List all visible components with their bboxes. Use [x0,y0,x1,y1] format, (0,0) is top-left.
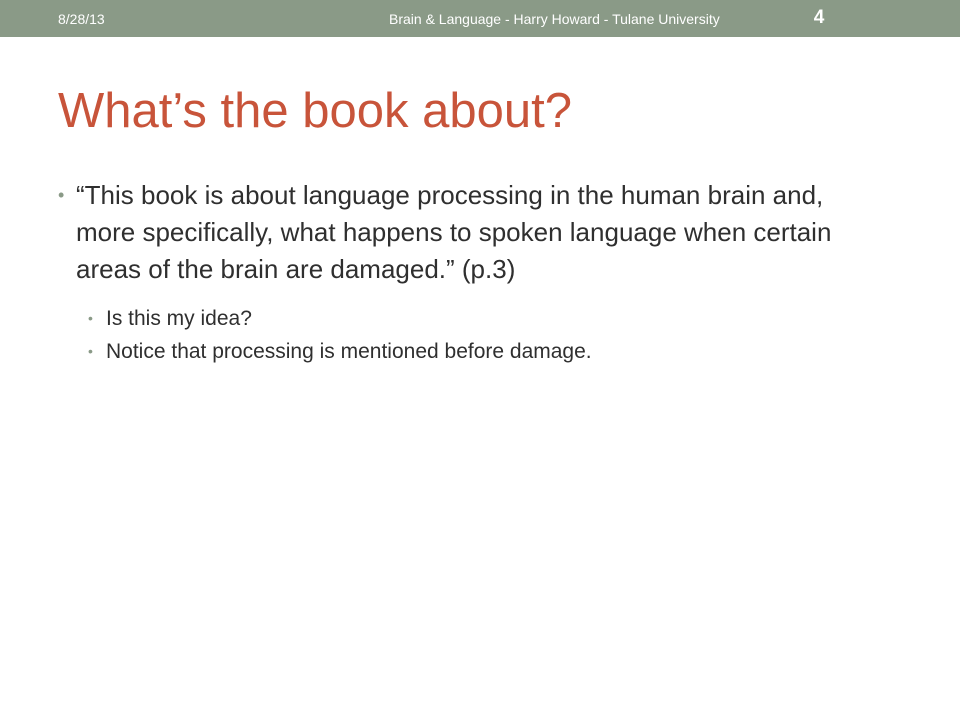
slide-number: 4 [813,7,825,28]
sub-bullet-item [58,302,898,335]
slide-footer-text: Brain & Language - Harry Howard - Tulane University [389,11,720,27]
bullet-text-quote: “This book is about language processing in the human brain and, more specifically, what happens to spoken language when certain areas of the brain are damaged.” (p.3) [76,180,832,284]
slide-title: What’s the book about? [58,84,572,138]
sub-bullet-item [58,335,898,368]
bullet-item-quote [58,177,876,288]
sub-bullet-list [58,302,898,368]
bullet-dot-icon: • [88,310,93,326]
sub-bullet-text: Is this my idea? [106,307,252,330]
header-bar [0,0,960,37]
bullet-dot-icon: • [88,343,93,359]
slide-body [58,177,898,368]
slide-date: 8/28/13 [58,11,105,27]
bullet-dot-icon: • [58,185,65,205]
sub-bullet-text: Notice that processing is mentioned before damage. [106,340,592,363]
